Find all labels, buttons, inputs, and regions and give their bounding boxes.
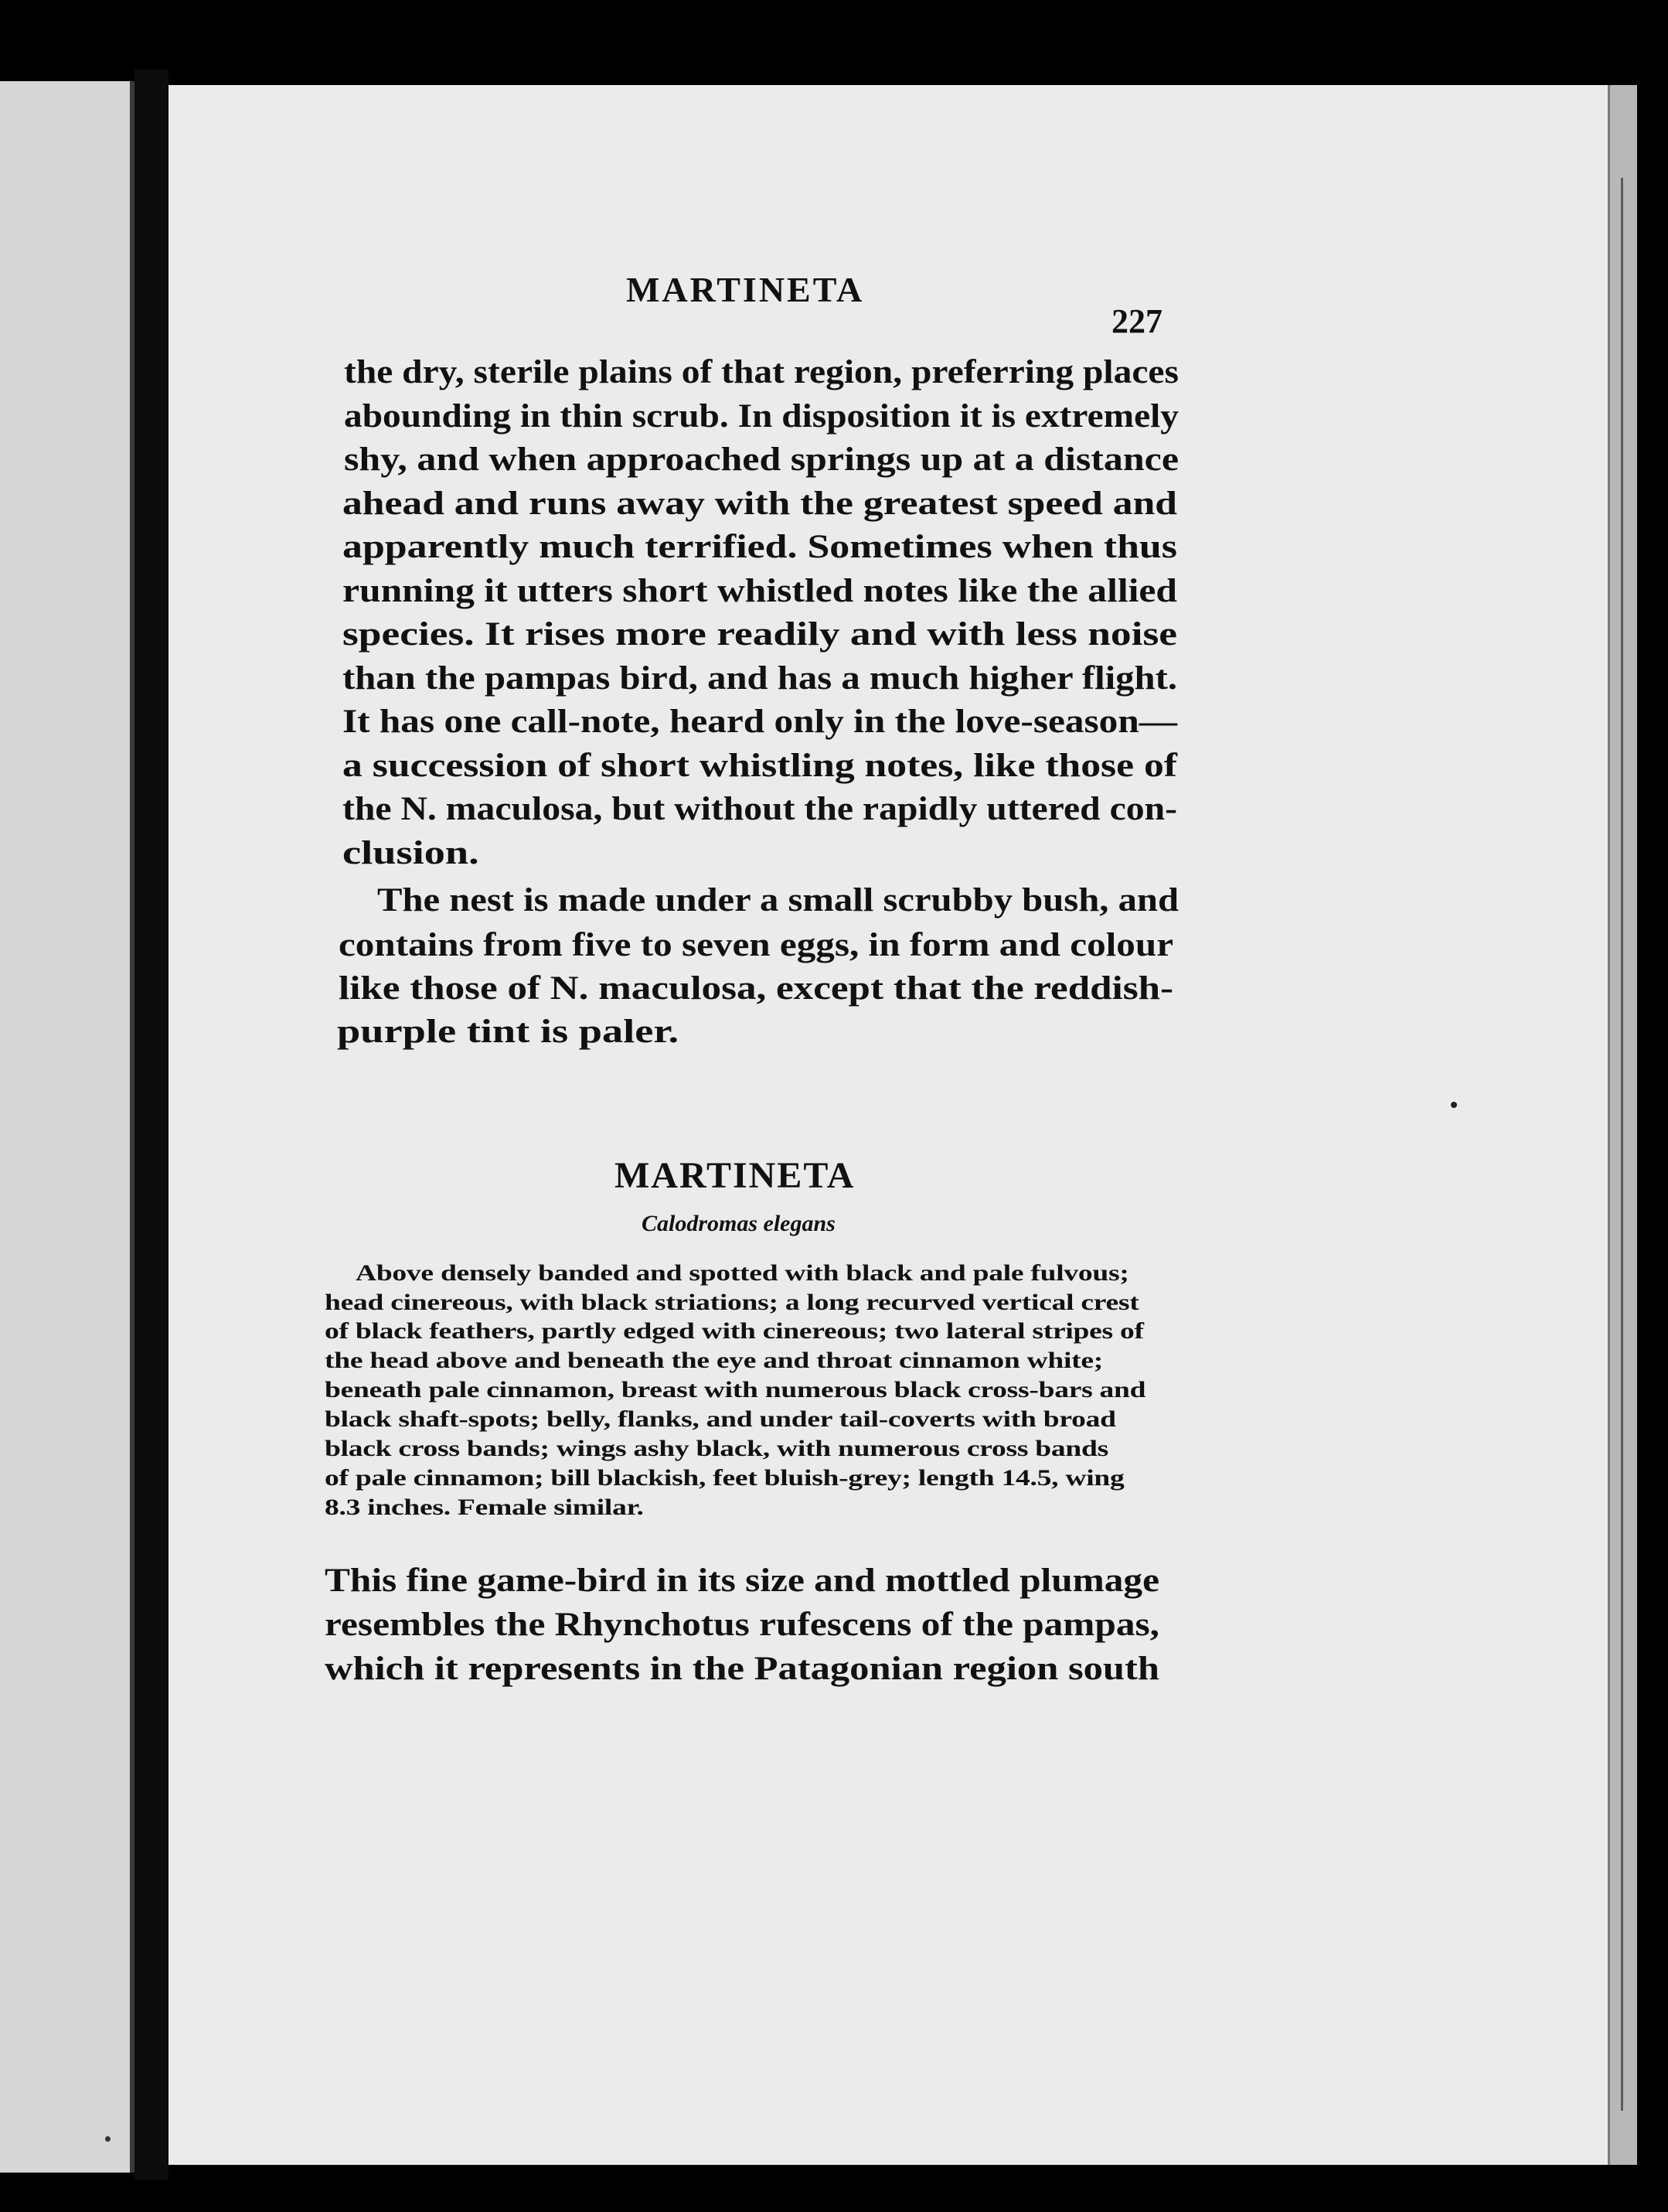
description-line: black shaft-spots; belly, flanks, and under tail-coverts with broad <box>325 1406 1116 1432</box>
description-line: of black feathers, partly edged with cinereous; two lateral stripes of <box>325 1318 1144 1344</box>
page-edge <box>1608 85 1637 2165</box>
text-line: abounding in thin scrub. In disposition it is extremely <box>344 397 1179 435</box>
description-line: Above densely banded and spotted with black and pale fulvous; <box>356 1260 1129 1286</box>
description-line: the head above and beneath the eye and throat cinnamon white; <box>325 1348 1104 1373</box>
text-line: the N. maculosa, but without the rapidly uttered con- <box>342 790 1177 827</box>
text-line: This fine game-bird in its size and mottled plumage <box>325 1562 1159 1599</box>
text-line: like those of N. maculosa, except that the reddish- <box>339 970 1173 1007</box>
text-line: than the pampas bird, and has a much higher flight. <box>342 660 1177 697</box>
running-head: MARTINETA <box>626 270 865 309</box>
text-line: the dry, sterile plains of that region, preferring places <box>344 353 1179 390</box>
left-page-speck <box>105 2136 111 2142</box>
description-line: beneath pale cinnamon, breast with numerous black cross-bars and <box>325 1377 1146 1403</box>
text-line: a succession of short whistling notes, like those of <box>342 747 1177 784</box>
text-line: apparently much terrified. Sometimes when thus <box>342 528 1177 565</box>
text-line: shy, and when approached springs up at a distance <box>344 441 1179 478</box>
description-line: of pale cinnamon; bill blackish, feet bluish-grey; length 14.5, wing <box>325 1465 1125 1491</box>
text-line: which it represents in the Patagonian region south <box>325 1650 1159 1687</box>
book-gutter <box>134 70 169 2180</box>
left-page-margin <box>0 81 134 2173</box>
page-speck <box>1451 1102 1457 1108</box>
description-line: black cross bands; wings ashy black, with numerous cross bands <box>325 1436 1108 1461</box>
text-line: It has one call-note, heard only in the love-season— <box>342 703 1177 740</box>
text-line: species. It rises more readily and with less noise <box>342 615 1177 653</box>
text-line: running it utters short whistled notes like the allied <box>342 572 1177 609</box>
text-line: contains from five to seven eggs, in form and colour <box>339 926 1173 963</box>
text-line: clusion. <box>342 834 479 871</box>
text-line: resembles the Rhynchotus rufescens of the pampas, <box>325 1606 1159 1643</box>
section-title: MARTINETA <box>614 1155 856 1196</box>
text-line: The nest is made under a small scrubby bush, and <box>377 881 1179 919</box>
page-number: 227 <box>1111 302 1162 340</box>
text-line: ahead and runs away with the greatest speed and <box>342 485 1177 522</box>
text-line: purple tint is paler. <box>337 1013 679 1050</box>
description-line: head cinereous, with black striations; a long recurved vertical crest <box>325 1290 1139 1315</box>
description-line: 8.3 inches. Female similar. <box>325 1495 644 1520</box>
species-name: Calodromas elegans <box>642 1211 836 1236</box>
